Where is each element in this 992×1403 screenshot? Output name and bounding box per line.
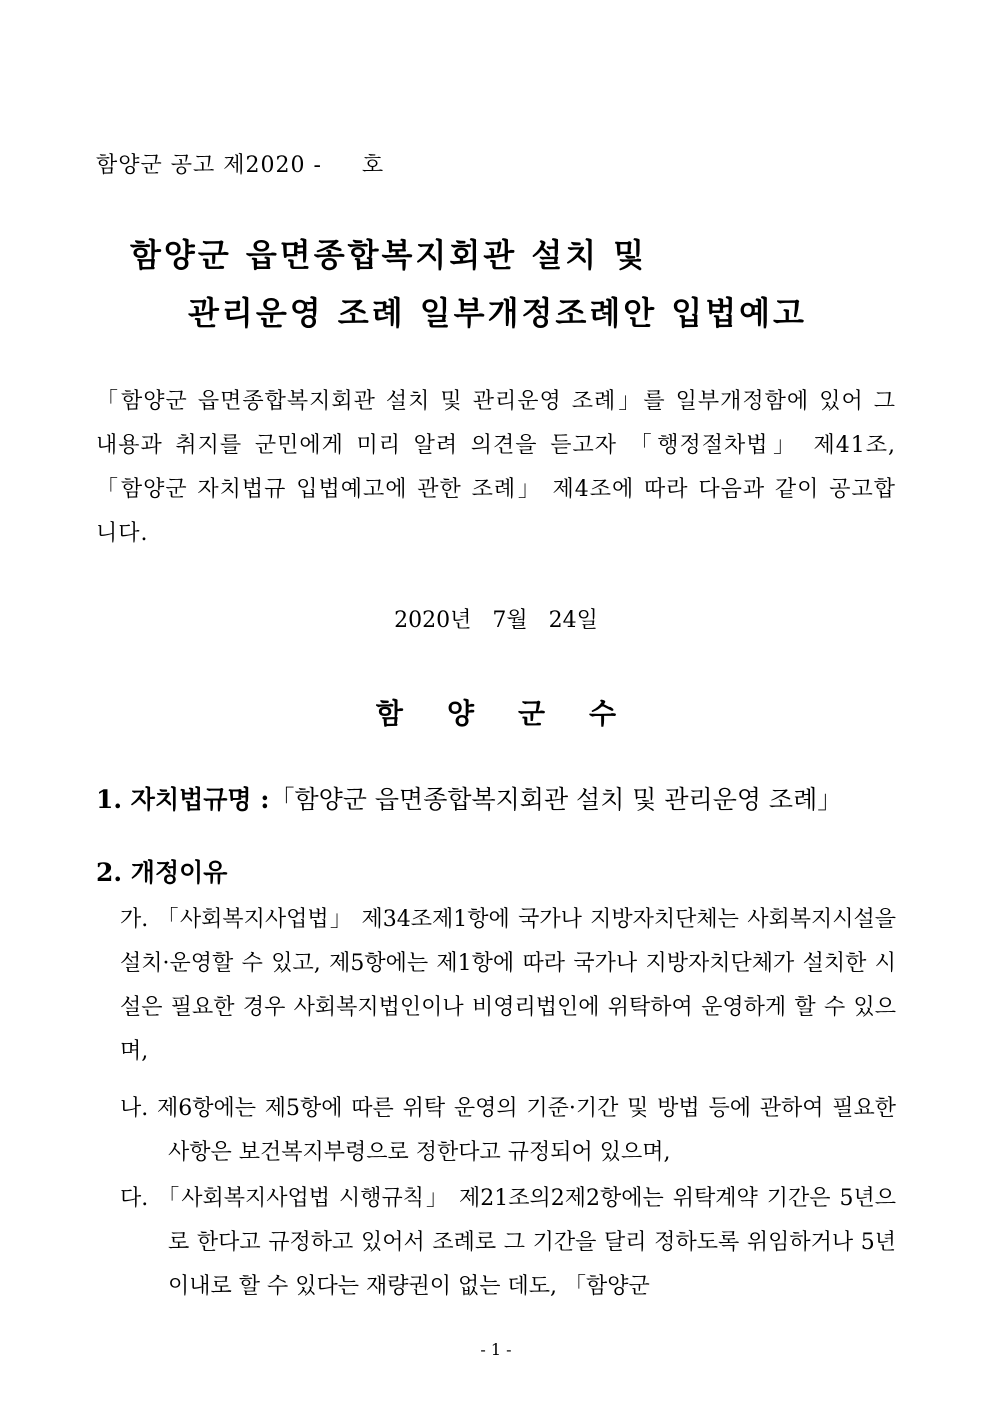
section-2-item-ga: 가. 「사회복지사업법」 제34조제1항에 국가나 지방자치단체는 사회복지시설을 설치·운영할 수 있고, 제5항에는 제1항에 따라 국가나 지방자치단체가 설치한 시설은 필요한 경우 사회복지법인이나 비영리법인에 위탁하여 운영하게 할 수 있으며, (120, 907, 896, 1064)
section-1-heading (96, 780, 842, 816)
section-1-value: 「함양군 읍면종합복지회관 설치 및 관리운영 조례」 (269, 785, 843, 814)
intro-paragraph: 「함양군 읍면종합복지회관 설치 및 관리운영 조례」를 일부개정함에 있어 그 내용과 취지를 군민에게 미리 알려 의견을 듣고자 「행정절차법」 제41조, 「함양군 자치법규 입법예고에 관한 조례」 제4조에 따라 다음과 같이 공고합니다. (96, 389, 896, 546)
notice-number: 함양군 공고 제2020 - 호 (96, 153, 385, 178)
signer: 함양군수 (375, 697, 661, 730)
section-1-label: 1. 자치법규명 : (96, 785, 270, 814)
section-2-item-da: 다. 「사회복지사업법 시행규칙」 제21조의2제2항에는 위탁계약 기간은 5년으로 한다고 규정하고 있어서 조례로 그 기간을 달리 정하도록 위임하거나 5년 이내로 할 수 있다는 재량권이 없는 데도, 「함양군 (120, 1186, 896, 1299)
title-line-1: 함양군 읍면종합복지회관 설치 및 (130, 236, 648, 274)
title-line-2: 관리운영 조례 일부개정조례안 입법예고 (188, 294, 807, 332)
notice-date: 2020년 7월 24일 (394, 608, 598, 633)
section-2-item-na: 나. 제6항에는 제5항에 따른 위탁 운영의 기준·기간 및 방법 등에 관하여 필요한 사항은 보건복지부령으로 정한다고 규정되어 있으며, (120, 1096, 896, 1165)
section-2-heading: 2. 개정이유 (96, 858, 228, 887)
page-number: - 1 - (480, 1340, 512, 1359)
